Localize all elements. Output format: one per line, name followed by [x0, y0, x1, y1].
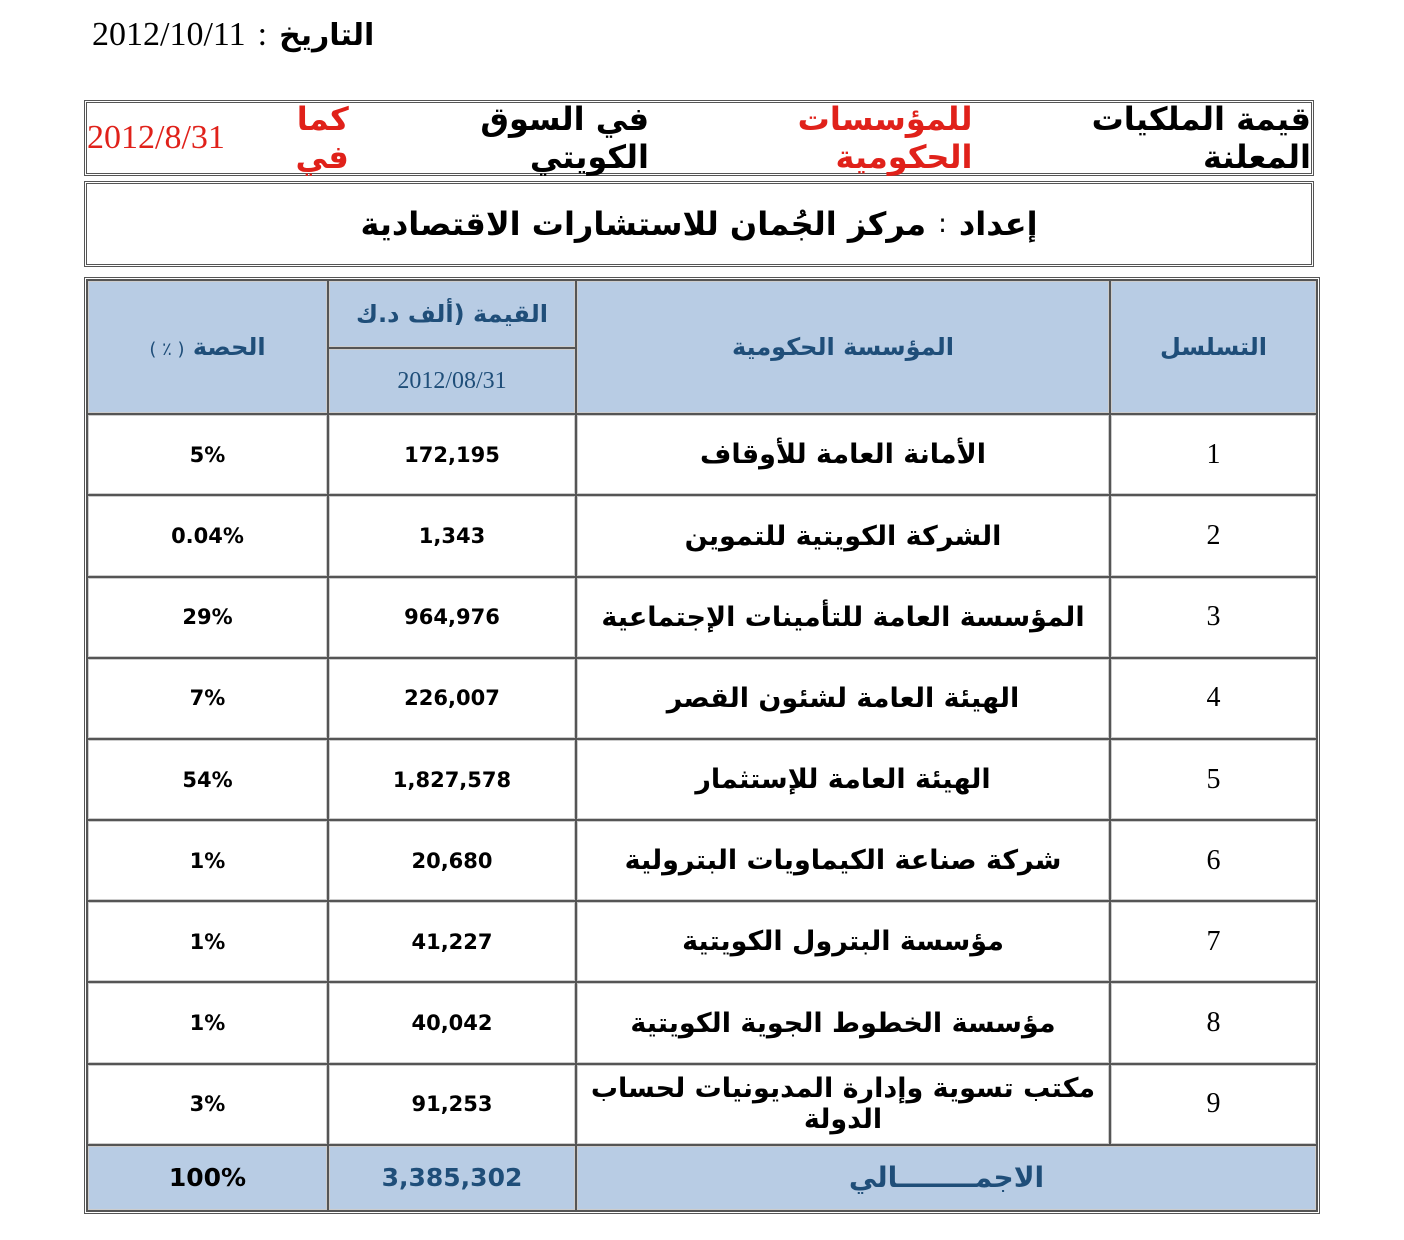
row-institution: الأمانة العامة للأوقاف: [576, 414, 1110, 495]
source-label: إعداد: [958, 205, 1038, 243]
table-row: [87, 739, 1317, 820]
row-share: 29%: [87, 577, 328, 658]
table-row: [87, 495, 1317, 576]
table-row: [87, 901, 1317, 982]
row-value: 1,343: [328, 495, 576, 576]
table-total-row: [87, 1145, 1317, 1211]
row-institution: الهيئة العامة لشئون القصر: [576, 658, 1110, 739]
row-seq: 4: [1110, 658, 1317, 739]
row-seq: 3: [1110, 577, 1317, 658]
row-value: 91,253: [328, 1064, 576, 1145]
row-institution: شركة صناعة الكيماويات البترولية: [576, 820, 1110, 901]
row-seq: 1: [1110, 414, 1317, 495]
table-row: [87, 982, 1317, 1063]
total-share: 100%: [87, 1145, 328, 1211]
total-label: الاجمــــــــالي: [576, 1145, 1317, 1211]
row-institution: الهيئة العامة للإستثمار: [576, 739, 1110, 820]
total-value: 3,385,302: [328, 1145, 576, 1211]
row-seq: 2: [1110, 495, 1317, 576]
table-row: [87, 658, 1317, 739]
header-share: [87, 280, 328, 414]
row-institution: الشركة الكويتية للتموين: [576, 495, 1110, 576]
table-row: [87, 1064, 1317, 1145]
row-seq: 6: [1110, 820, 1317, 901]
row-value: 172,195: [328, 414, 576, 495]
row-share: 0.04%: [87, 495, 328, 576]
table-row: [87, 577, 1317, 658]
row-value: 964,976: [328, 577, 576, 658]
table-row: [87, 414, 1317, 495]
date-label: التاريخ: [279, 17, 375, 53]
ownership-table: [84, 277, 1320, 1214]
row-share: 1%: [87, 901, 328, 982]
header-seq: التسلسل: [1110, 280, 1317, 414]
row-institution: مؤسسة البترول الكويتية: [576, 901, 1110, 982]
row-value: 40,042: [328, 982, 576, 1063]
title-part-3: في السوق الكويتي: [480, 100, 650, 176]
row-institution: مكتب تسوية وإدارة المديونيات لحساب الدولة: [576, 1064, 1110, 1145]
row-share: 1%: [87, 820, 328, 901]
header-value: القيمة (ألف د.ك: [328, 280, 576, 348]
title-date: 2012/8/31: [87, 119, 225, 156]
row-seq: 7: [1110, 901, 1317, 982]
source-separator: :: [938, 209, 947, 239]
title-part-4: كما في: [295, 100, 349, 176]
title-part-1: قيمة الملكيات المعلنة: [1091, 100, 1311, 176]
row-seq: 9: [1110, 1064, 1317, 1145]
row-institution: مؤسسة الخطوط الجوية الكويتية: [576, 982, 1110, 1063]
source-value: مركز الجُمان للاستشارات الاقتصادية: [360, 205, 927, 243]
report-title: [84, 100, 1314, 176]
row-value: 1,827,578: [328, 739, 576, 820]
table-row: [87, 820, 1317, 901]
header-share-unit: ( ٪ ): [149, 339, 185, 361]
row-share: 5%: [87, 414, 328, 495]
row-value: 20,680: [328, 820, 576, 901]
title-part-2: للمؤسسات الحكومية: [797, 100, 973, 176]
header-value-date: 2012/08/31: [328, 348, 576, 414]
row-share: 3%: [87, 1064, 328, 1145]
row-share: 1%: [87, 982, 328, 1063]
row-institution: المؤسسة العامة للتأمينات الإجتماعية: [576, 577, 1110, 658]
date-value: 2012/10/11: [92, 16, 246, 53]
row-value: 226,007: [328, 658, 576, 739]
row-share: 54%: [87, 739, 328, 820]
report-source: [84, 181, 1314, 267]
row-value: 41,227: [328, 901, 576, 982]
row-share: 7%: [87, 658, 328, 739]
row-seq: 5: [1110, 739, 1317, 820]
table-header-row: [87, 280, 1317, 348]
header-institution: المؤسسة الحكومية: [576, 280, 1110, 414]
report-date: [92, 10, 374, 60]
row-seq: 8: [1110, 982, 1317, 1063]
date-separator: :: [257, 16, 268, 53]
header-share-label: الحصة: [192, 333, 266, 362]
